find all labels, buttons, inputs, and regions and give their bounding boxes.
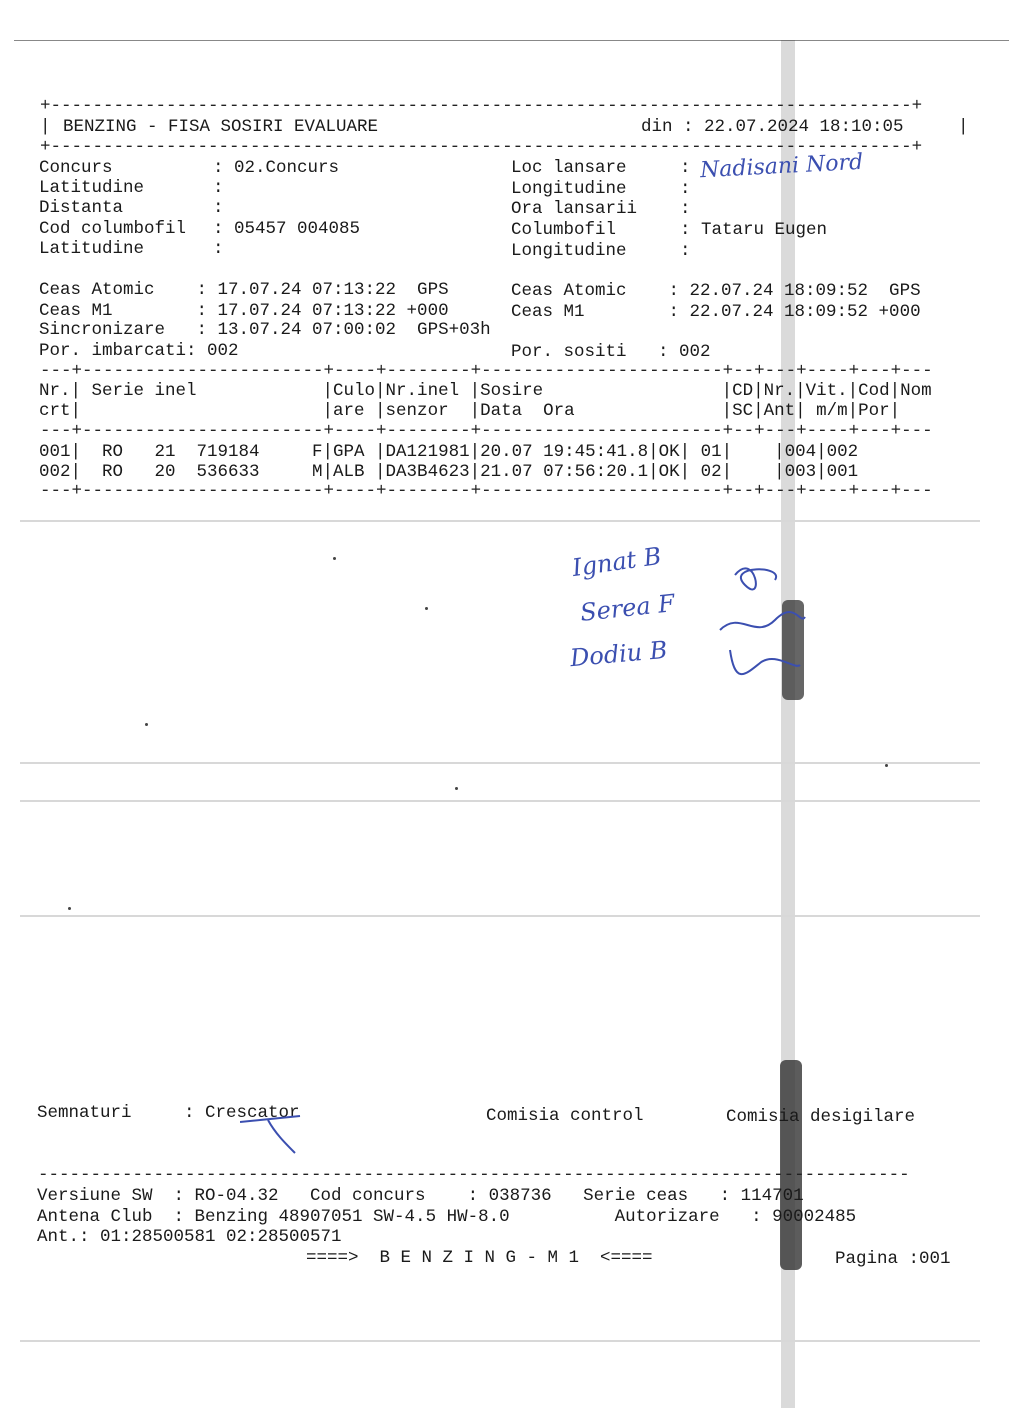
scan-line <box>20 800 980 802</box>
scan-dot <box>425 607 428 610</box>
handwritten-note-1: Ignat B <box>570 541 664 583</box>
footer-divider: ----------------------------------------------------------------------------------- <box>38 1165 910 1185</box>
info-label-latitudine-2: Latitudine <box>39 239 197 259</box>
document-date: din : 22.07.2024 18:10:05 <box>641 117 904 137</box>
info-value-cod-columbofil: : 05457 004085 <box>213 219 361 239</box>
info-label-distanta: Distanta <box>39 198 197 218</box>
info-value-ora-lansarii: : <box>680 199 691 219</box>
handwritten-note-3: Dodiu B <box>568 635 669 673</box>
header-left-bar: | <box>40 117 51 137</box>
ceas-atomic-end: Ceas Atomic : 22.07.24 18:09:52 GPS <box>511 281 921 301</box>
page-number: Pagina :001 <box>835 1249 951 1269</box>
scan-line <box>20 762 980 764</box>
handwritten-location: Nadisani Nord <box>699 149 864 184</box>
table-header-divider: ---+-----------------------+----+--------+-----------------------+--+---+----+---+--- <box>40 421 933 441</box>
info-value-concurs: : 02.Concurs <box>213 158 340 178</box>
handwritten-note-2: Serea F <box>578 589 677 627</box>
info-value-longitudine: : <box>680 179 691 199</box>
table-header-row-2: crt| |are |senzor |Data Ora |SC|Ant| m/m|Por| <box>39 401 901 421</box>
header-border-top: +----------------------------------------------------------------------------------+ <box>40 96 923 116</box>
table-row: 002| RO 20 536633 M|ALB |DA3B4623|21.07 07:56:20.1|OK| 02| |003|001 <box>39 462 859 482</box>
semnaturi-line: Semnaturi : Crescator <box>37 1103 300 1123</box>
ceas-m1-end: Ceas M1 : 22.07.24 18:09:52 +000 <box>511 302 921 322</box>
info-label-longitudine: Longitudine <box>511 179 648 199</box>
signature-3 <box>730 650 800 674</box>
document-title: BENZING - FISA SOSIRI EVALUARE <box>63 117 379 137</box>
table-border-top: ---+-----------------------+----+--------+-----------------------+--+---+----+---+--- <box>40 361 933 381</box>
info-value-distanta: : <box>213 198 224 218</box>
comisia-desigilare: Comisia desigilare <box>726 1107 916 1127</box>
scan-dot <box>455 787 458 790</box>
info-value-latitudine: : <box>213 178 224 198</box>
info-label-concurs: Concurs <box>39 158 197 178</box>
versiune-sw-line: Versiune SW : RO-04.32 Cod concurs : 038736 Serie ceas : 114701 <box>37 1186 804 1206</box>
scan-line <box>20 1340 980 1342</box>
info-value-columbofil: : Tataru Eugen <box>680 220 828 240</box>
info-label-columbofil: Columbofil <box>511 220 648 240</box>
header-border-bottom: +----------------------------------------------------------------------------------+ <box>40 137 923 157</box>
info-label-longitudine-2: Longitudine <box>511 241 648 261</box>
info-label-cod-columbofil: Cod columbofil <box>39 219 187 239</box>
info-value-loc-lansare: : <box>680 158 691 178</box>
scan-dot <box>68 907 71 910</box>
sincronizare: Sincronizare : 13.07.24 07:00:02 GPS+03h <box>39 320 491 340</box>
header-right-bar: | <box>958 117 969 137</box>
info-value-latitudine-2: : <box>213 239 224 259</box>
top-edge-rule <box>14 40 1009 41</box>
comisia-control: Comisia control <box>486 1106 644 1126</box>
por-sositi: Por. sositi : 002 <box>511 342 711 362</box>
scan-line <box>20 915 980 917</box>
table-header-row-1: Nr.| Serie inel |Culo|Nr.inel |Sosire |CD|Nr.|Vit.|Cod|Nom <box>39 381 932 401</box>
table-border-bottom: ---+-----------------------+----+--------+-----------------------+--+---+----+---+--- <box>40 481 933 501</box>
scan-dot <box>885 764 888 767</box>
signature-2 <box>720 612 805 630</box>
ceas-m1-start: Ceas M1 : 17.07.24 07:13:22 +000 <box>39 301 449 321</box>
crescator-signature <box>240 1108 310 1158</box>
scan-dot <box>333 557 336 560</box>
info-label-ora-lansarii: Ora lansarii <box>511 199 648 219</box>
ant-line: Ant.: 01:28500581 02:28500571 <box>37 1227 342 1247</box>
por-imbarcati: Por. imbarcati: 002 <box>39 341 239 361</box>
ceas-atomic-start: Ceas Atomic : 17.07.24 07:13:22 GPS <box>39 280 449 300</box>
table-row: 001| RO 21 719184 F|GPA |DA121981|20.07 19:45:41.8|OK| 01| |004|002 <box>39 442 859 462</box>
signature-marks <box>705 545 825 685</box>
info-label-loc-lansare: Loc lansare <box>511 158 648 178</box>
scan-dot <box>145 723 148 726</box>
info-value-longitudine-2: : <box>680 241 691 261</box>
scan-line <box>20 520 980 522</box>
benzing-banner: ====> B E N Z I N G - M 1 <==== <box>306 1248 653 1268</box>
signature-1 <box>735 568 776 589</box>
antena-club-line: Antena Club : Benzing 48907051 SW-4.5 HW-8.0 Autorizare : 90002485 <box>37 1207 857 1227</box>
info-label-latitudine: Latitudine <box>39 178 197 198</box>
